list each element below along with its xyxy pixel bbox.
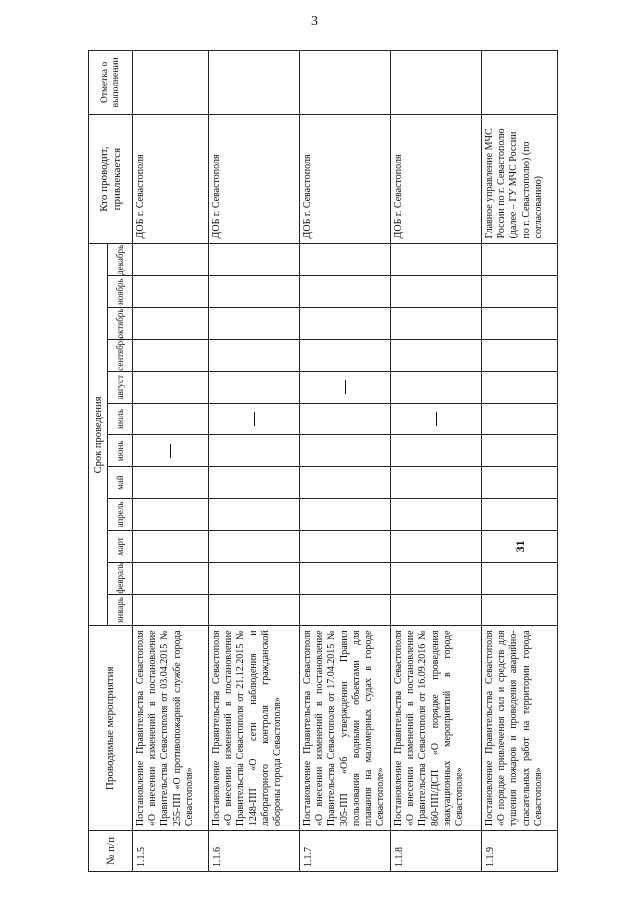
header-month: май: [108, 467, 133, 499]
row-number: 1.1.9: [482, 831, 558, 872]
month-cell: [300, 499, 391, 531]
month-cell: [482, 308, 558, 340]
row-activity: Постановление Правительства Севастополя «О внесении изменений в постановление Правительства Севастополя от 17.04.2015 № 305-ПП «Об утверждении Правил пользования водными объектами для плавания на маломерных судах в городе Севастополе»: [300, 626, 391, 831]
month-cell: [209, 530, 300, 562]
month-cell: [391, 403, 482, 435]
row-number: 1.1.6: [209, 831, 300, 872]
month-cell: [391, 530, 482, 562]
table-row: [482, 51, 558, 872]
month-cell: [133, 339, 209, 371]
header-month: март: [108, 530, 133, 562]
month-cell: [300, 467, 391, 499]
activities-table: [88, 50, 558, 872]
header-month: сентябрь: [108, 339, 133, 371]
month-cell: [209, 499, 300, 531]
schedule-mark: [436, 412, 437, 426]
header-month: ноябрь: [108, 276, 133, 308]
header-month: октябрь: [108, 308, 133, 340]
month-cell: [209, 403, 300, 435]
schedule-mark: [345, 380, 346, 394]
month-cell: [482, 435, 558, 467]
month-cell: [133, 403, 209, 435]
month-cell: [133, 371, 209, 403]
month-cell: [133, 308, 209, 340]
month-cell: [482, 562, 558, 594]
month-cell: [300, 435, 391, 467]
row-activity: Постановление Правительства Севастополя «О внесении изменений в постановление Правительства Севастополя от 03.04.2015 № 255-ПП «О противопожарной службе города Севастополя»: [133, 626, 209, 831]
month-cell: [391, 308, 482, 340]
month-cell: [391, 467, 482, 499]
month-cell: [300, 594, 391, 626]
month-cell: [482, 244, 558, 276]
month-cell: [209, 244, 300, 276]
row-responsible: Главное управление МЧС России по г. Севастополю (далее – ГУ МЧС России по г. Севастополю) (по согласованию): [482, 114, 558, 244]
month-cell: [482, 530, 558, 562]
row-note: [482, 51, 558, 115]
row-responsible: ДОБ г. Севастополя: [391, 114, 482, 244]
header-month: июль: [108, 403, 133, 435]
month-cell: [133, 594, 209, 626]
month-cell: [482, 276, 558, 308]
month-cell: [482, 467, 558, 499]
header-month: январь: [108, 594, 133, 626]
month-cell: [391, 594, 482, 626]
row-responsible: ДОБ г. Севастополя: [300, 114, 391, 244]
header-note: Отметка о выполнении: [89, 51, 133, 115]
schedule-date: 31: [512, 540, 527, 553]
month-cell: [300, 530, 391, 562]
month-cell: [482, 403, 558, 435]
month-cell: [133, 244, 209, 276]
row-activity: Постановление Правительства Севастополя «О внесении изменений в постановление Правительства Севастополя от 16.09.2016 № 860-ПП/ДСП «О порядке проведения эвакуационных мероприятий в городе Севастополе»: [391, 626, 482, 831]
month-cell: [391, 499, 482, 531]
month-cell: [482, 499, 558, 531]
header-term: Срок проведения: [89, 244, 108, 626]
month-cell: [391, 276, 482, 308]
month-cell: [209, 371, 300, 403]
schedule-mark: [170, 444, 171, 458]
header-month: июнь: [108, 435, 133, 467]
month-cell: [300, 339, 391, 371]
month-cell: [133, 499, 209, 531]
month-cell: [133, 530, 209, 562]
rotated-table-container: [88, 50, 542, 872]
month-cell: [209, 276, 300, 308]
row-responsible: ДОБ г. Севастополя: [133, 114, 209, 244]
header-who: Кто проводит, привлекается: [89, 114, 133, 244]
row-number: 1.1.5: [133, 831, 209, 872]
month-cell: [300, 308, 391, 340]
month-cell: [391, 435, 482, 467]
row-activity: Постановление Правительства Севастополя «О внесении изменений в постановление Правительства Севастополя от 21.12.2015 № 1248-ПП «О сети наблюдения и лабораторного контроля гражданской обороны города Севастополя»: [209, 626, 300, 831]
month-cell: [209, 467, 300, 499]
month-cell: [133, 562, 209, 594]
month-cell: [300, 371, 391, 403]
row-responsible: ДОБ г. Севастополя: [209, 114, 300, 244]
row-note: [209, 51, 300, 115]
month-cell: [133, 467, 209, 499]
row-note: [300, 51, 391, 115]
table-row: [300, 51, 391, 872]
month-cell: [209, 339, 300, 371]
month-cell: [300, 562, 391, 594]
row-number: 1.1.8: [391, 831, 482, 872]
row-number: 1.1.7: [300, 831, 391, 872]
header-activity: Проводимые мероприятия: [89, 626, 133, 831]
table-body: [133, 51, 558, 872]
month-cell: [482, 371, 558, 403]
header-month: декабрь: [108, 244, 133, 276]
month-cell: [391, 244, 482, 276]
header-month: апрель: [108, 499, 133, 531]
row-note: [133, 51, 209, 115]
month-cell: [391, 371, 482, 403]
month-cell: [209, 308, 300, 340]
header-num: № п/п: [89, 831, 133, 872]
month-cell: [209, 562, 300, 594]
page-number: 3: [311, 14, 318, 29]
row-activity: Постановление Правительства Севастополя «О порядке привлечения сил и средств для тушения пожаров и проведения аварийно-спасательных работ на территории города Севастополя»: [482, 626, 558, 831]
table-row: [133, 51, 209, 872]
month-cell: [391, 562, 482, 594]
month-cell: [133, 276, 209, 308]
month-cell: [482, 594, 558, 626]
month-cell: [391, 339, 482, 371]
month-cell: [209, 435, 300, 467]
month-cell: [300, 403, 391, 435]
month-cell: [209, 594, 300, 626]
month-cell: [133, 435, 209, 467]
schedule-mark: [254, 412, 255, 426]
month-cell: [482, 339, 558, 371]
table-row: [391, 51, 482, 872]
month-cell: [300, 244, 391, 276]
table-row: [209, 51, 300, 872]
row-note: [391, 51, 482, 115]
header-month: февраль: [108, 562, 133, 594]
header-month: август: [108, 371, 133, 403]
month-cell: [300, 276, 391, 308]
